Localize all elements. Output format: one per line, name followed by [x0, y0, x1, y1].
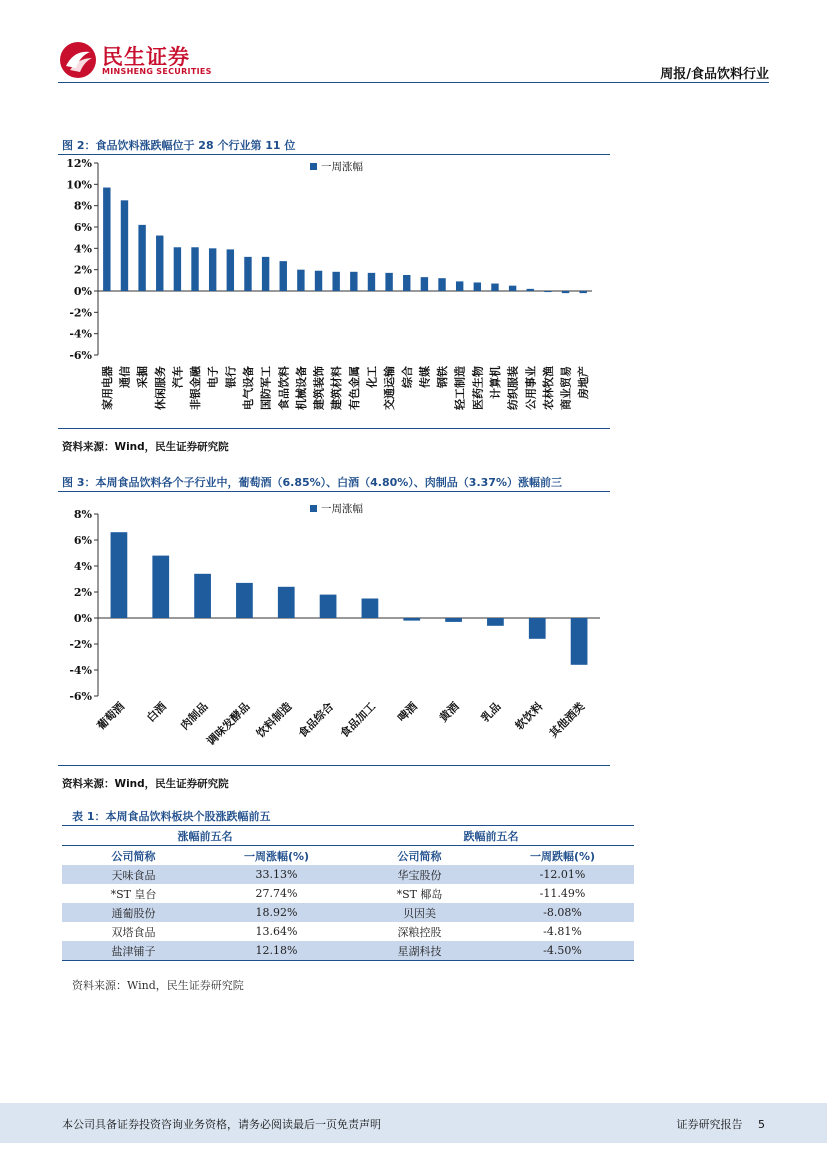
- y-tick-label: 0%: [73, 285, 92, 298]
- x-tick-label: 有色金属: [347, 366, 361, 410]
- x-tick-label: 肉制品: [178, 699, 211, 733]
- legend-label: 一周涨幅: [321, 161, 363, 173]
- up-name: 盐津铺子: [62, 941, 205, 961]
- bar: [278, 587, 295, 618]
- figure2-bottom-rule: [58, 428, 610, 429]
- bar: [527, 289, 534, 291]
- bar: [262, 257, 269, 291]
- down-value: -4.81%: [543, 925, 582, 938]
- bar: [111, 532, 128, 618]
- legend-swatch: [310, 163, 317, 170]
- y-tick-label: 2%: [73, 263, 92, 277]
- down-name: 华宝股份: [348, 865, 491, 884]
- bar: [544, 291, 551, 292]
- figure2-top-rule: [58, 154, 610, 155]
- up-name: 双塔食品: [111, 925, 156, 939]
- x-tick-label: 汽车: [171, 366, 185, 388]
- table1-group-down: 跌幅前五名: [348, 826, 634, 846]
- x-tick-label: 乳品: [478, 699, 504, 725]
- x-tick-label: 采掘: [136, 366, 150, 388]
- y-tick-label: 4%: [73, 242, 92, 256]
- x-tick-label: 调味发酵品: [204, 699, 253, 749]
- up-value: 18.92%: [205, 903, 348, 922]
- footer-disclaimer: 本公司具备证券投资咨询业务资格，请务必阅读最后一页免责声明: [62, 1118, 381, 1131]
- y-tick-label: -6%: [69, 349, 92, 362]
- figure2-title: 图 2：食品饮料涨跌幅位于 28 个行业第 11 位: [62, 139, 296, 152]
- x-tick-label: 电子: [206, 366, 220, 388]
- legend-swatch: [310, 505, 317, 512]
- x-tick-label: 建筑装饰: [312, 366, 326, 410]
- y-tick-label: 2%: [73, 586, 92, 599]
- table1-source: 资料来源：Wind，民生证券研究院: [72, 979, 244, 992]
- x-tick-label: 公用事业: [524, 366, 538, 410]
- table-row: [62, 903, 634, 922]
- bar: [562, 291, 569, 293]
- page-number: 5: [758, 1118, 765, 1131]
- x-tick-label: 葡萄酒: [94, 699, 128, 733]
- x-tick-label: 非银金融: [189, 366, 203, 410]
- figure2-source: 资料来源：Wind，民生证券研究院: [62, 441, 229, 453]
- x-tick-label: 国防军工: [259, 366, 273, 410]
- up-value: 13.64%: [255, 925, 298, 938]
- bar: [438, 278, 445, 291]
- bar: [385, 273, 392, 291]
- bar: [191, 247, 198, 291]
- y-tick-label: 8%: [73, 199, 92, 213]
- bar: [350, 272, 357, 291]
- bar: [138, 225, 145, 291]
- up-name: 天味食品: [62, 865, 205, 884]
- x-tick-label: 房地产: [577, 366, 591, 399]
- bar: [227, 249, 234, 291]
- x-tick-label: 化工: [365, 366, 379, 388]
- x-tick-label: 啤酒: [395, 699, 420, 725]
- down-value: -12.01%: [491, 865, 634, 884]
- y-tick-label: -2%: [69, 306, 92, 320]
- figure3-title: 图 3：本周食品饮料各个子行业中，葡萄酒（6.85%）、白酒（4.80%）、肉制品（3.37%）涨幅前三: [62, 476, 562, 489]
- down-value: -11.49%: [539, 887, 586, 900]
- y-tick-label: -2%: [69, 638, 92, 651]
- table-row: [62, 865, 634, 884]
- x-tick-label: 传媒: [418, 366, 432, 388]
- up-value: 33.13%: [205, 865, 348, 884]
- table1: [62, 826, 634, 961]
- bar: [244, 257, 251, 291]
- x-tick-label: 建筑材料: [330, 366, 344, 410]
- bar: [571, 618, 588, 665]
- x-tick-label: 家用电器: [100, 366, 114, 410]
- figure3-source: 资料来源：Wind，民生证券研究院: [62, 778, 229, 790]
- bar: [174, 247, 181, 291]
- x-tick-label: 饮料制造: [254, 699, 295, 741]
- minsheng-logo-icon: [58, 40, 98, 80]
- bar: [362, 599, 379, 619]
- bar: [297, 270, 304, 291]
- bar: [368, 273, 375, 291]
- bar: [121, 200, 128, 291]
- x-tick-label: 轻工制造: [453, 366, 467, 410]
- up-value: 12.18%: [205, 941, 348, 961]
- y-tick-label: 4%: [73, 560, 92, 573]
- x-tick-label: 黄酒: [436, 699, 462, 725]
- bar: [456, 281, 463, 291]
- table1-title: 表 1：本周食品饮料板块个股涨跌幅前五: [72, 810, 271, 823]
- figure2-chart: [58, 156, 618, 436]
- logo-text-cn: 民生证券: [102, 45, 190, 69]
- bar: [487, 618, 504, 626]
- y-tick-label: 12%: [66, 157, 92, 170]
- x-tick-label: 银行: [224, 366, 238, 388]
- down-name: *ST 椰岛: [396, 887, 443, 901]
- x-tick-label: 商业贸易: [559, 366, 573, 410]
- bar: [491, 284, 498, 291]
- footer-right: [677, 1116, 766, 1132]
- x-tick-label: 纺织服装: [506, 366, 520, 410]
- x-tick-label: 休闲服务: [153, 366, 167, 410]
- y-tick-label: -6%: [69, 690, 92, 703]
- down-name: 深粮控股: [397, 925, 442, 939]
- x-tick-label: 食品综合: [295, 699, 337, 741]
- bar: [156, 236, 163, 291]
- y-tick-label: 6%: [73, 534, 92, 547]
- col-header-name-up: 公司简称: [111, 849, 156, 863]
- bar: [529, 618, 546, 639]
- table-row: [62, 884, 634, 903]
- x-tick-label: 钢铁: [436, 366, 450, 388]
- table-row: [62, 922, 634, 941]
- up-value: 27.74%: [255, 887, 298, 900]
- y-tick-label: 0%: [73, 612, 92, 625]
- bar: [315, 271, 322, 291]
- bar: [403, 275, 410, 291]
- figure3-top-rule: [58, 491, 610, 492]
- bar: [474, 282, 481, 291]
- col-header-up: 一周涨幅(%): [243, 849, 310, 863]
- table1-group-up: 涨幅前五名: [62, 826, 348, 846]
- bar: [509, 286, 516, 291]
- col-header-name-down: 公司简称: [397, 849, 442, 863]
- table-row: [62, 941, 634, 961]
- bar: [280, 261, 287, 291]
- x-tick-label: 软饮料: [512, 699, 546, 733]
- bar: [320, 595, 337, 618]
- y-tick-label: 10%: [66, 178, 92, 192]
- down-name: 贝因美: [348, 903, 491, 922]
- footer-doc-type: 证券研究报告: [676, 1118, 743, 1131]
- x-tick-label: 电气设备: [241, 366, 255, 410]
- down-value: -4.50%: [491, 941, 634, 961]
- x-tick-label: 食品饮料: [277, 366, 291, 410]
- bar: [103, 188, 110, 291]
- up-name: *ST 皇台: [110, 887, 157, 901]
- x-tick-label: 白酒: [144, 699, 169, 725]
- page-footer: [0, 1103, 827, 1143]
- x-tick-label: 其他酒类: [546, 699, 588, 741]
- x-tick-label: 通信: [118, 366, 132, 388]
- up-name: 通葡股份: [62, 903, 205, 922]
- x-tick-label: 计算机: [488, 366, 502, 399]
- y-tick-label: -4%: [69, 327, 92, 341]
- y-tick-label: 6%: [73, 221, 92, 234]
- x-tick-label: 农林牧渔: [541, 366, 555, 410]
- x-tick-label: 医药生物: [471, 366, 485, 410]
- down-value: -8.08%: [491, 903, 634, 922]
- figure3-chart: [58, 494, 618, 764]
- bar: [332, 272, 339, 291]
- y-tick-label: -4%: [69, 664, 92, 677]
- down-name: 星湖科技: [348, 941, 491, 961]
- x-tick-label: 综合: [400, 366, 414, 388]
- x-tick-label: 食品加工: [337, 699, 379, 741]
- x-tick-label: 机械设备: [294, 366, 308, 410]
- bar: [579, 291, 586, 293]
- bar: [403, 618, 420, 621]
- header-divider: [58, 82, 769, 83]
- bar: [421, 277, 428, 291]
- bar: [209, 248, 216, 291]
- figure3-bottom-rule: [58, 765, 610, 766]
- report-type: 周报/食品饮料行业: [660, 67, 769, 82]
- bar: [194, 574, 211, 618]
- x-tick-label: 交通运输: [383, 366, 397, 410]
- y-tick-label: 8%: [73, 508, 92, 521]
- bar: [152, 556, 169, 618]
- bar: [236, 583, 253, 618]
- legend-label: 一周涨幅: [321, 503, 363, 515]
- logo-text-en: MINSHENG SECURITIES: [102, 67, 212, 76]
- bar: [445, 618, 462, 622]
- brand-logo: [58, 40, 218, 80]
- col-header-down: 一周跌幅(%): [529, 849, 596, 863]
